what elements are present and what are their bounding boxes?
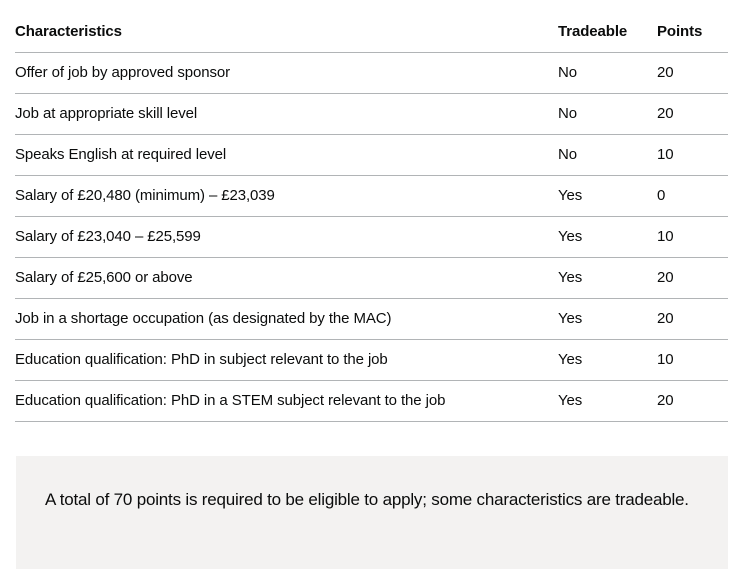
points-cell: 10 [657,217,728,258]
tradeable-cell: No [558,135,657,176]
table-row [15,340,728,381]
table-row [15,217,728,258]
note-text: A total of 70 points is required to be eligible to apply; some characteristics are tradeable. [45,490,689,509]
column-header-points: Points [657,10,728,53]
column-header-characteristics: Characteristics [15,10,558,53]
points-cell: 0 [657,176,728,217]
table-row [15,258,728,299]
characteristic-cell: Education qualification: PhD in subject relevant to the job [15,340,558,381]
characteristic-cell: Job at appropriate skill level [15,94,558,135]
characteristic-cell: Salary of £20,480 (minimum) – £23,039 [15,176,558,217]
tradeable-cell: No [558,94,657,135]
characteristic-cell: Salary of £25,600 or above [15,258,558,299]
points-cell: 20 [657,299,728,340]
tradeable-cell: Yes [558,381,657,422]
tradeable-cell: Yes [558,340,657,381]
tradeable-cell: No [558,53,657,94]
table-header-row [15,10,728,53]
table-row [15,53,728,94]
tradeable-cell: Yes [558,258,657,299]
table-row [15,381,728,422]
column-header-tradeable: Tradeable [558,10,657,53]
note-panel [16,456,728,569]
points-cell: 20 [657,94,728,135]
tradeable-cell: Yes [558,217,657,258]
table-row [15,135,728,176]
tradeable-cell: Yes [558,299,657,340]
table-row [15,176,728,217]
points-table [15,10,728,422]
points-cell: 20 [657,258,728,299]
table-row [15,299,728,340]
points-cell: 20 [657,381,728,422]
characteristic-cell: Speaks English at required level [15,135,558,176]
characteristic-cell: Job in a shortage occupation (as designated by the MAC) [15,299,558,340]
points-cell: 10 [657,340,728,381]
characteristic-cell: Salary of £23,040 – £25,599 [15,217,558,258]
points-cell: 10 [657,135,728,176]
characteristic-cell: Offer of job by approved sponsor [15,53,558,94]
characteristic-cell: Education qualification: PhD in a STEM subject relevant to the job [15,381,558,422]
points-cell: 20 [657,53,728,94]
table-row [15,94,728,135]
tradeable-cell: Yes [558,176,657,217]
